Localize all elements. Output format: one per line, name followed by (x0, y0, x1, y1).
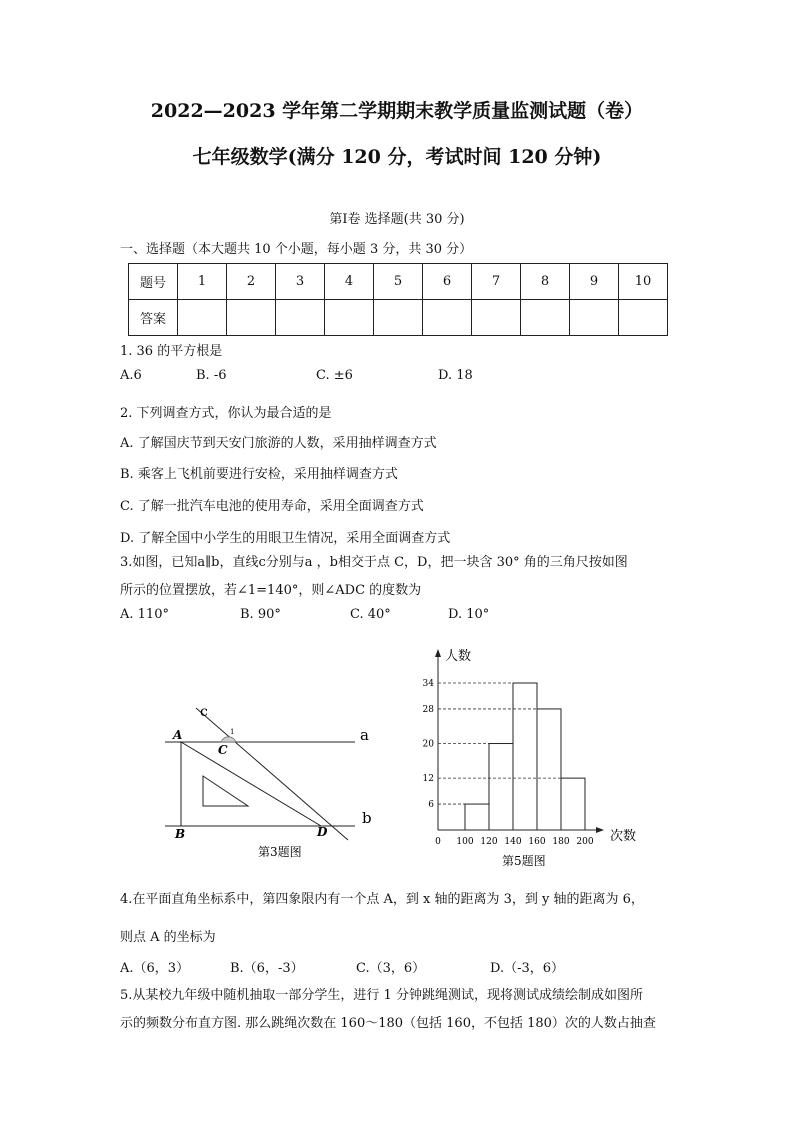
y-tick-label: 6 (428, 800, 434, 811)
answer-cell[interactable] (227, 300, 276, 336)
q2-option-d: D. 了解全国中小学生的用眼卫生情况，采用全面调查方式 (120, 531, 451, 546)
histogram-bar (561, 778, 585, 830)
x-axis-label: 次数 (610, 829, 637, 844)
histogram-bar (465, 804, 489, 830)
figure3-diagram (150, 690, 390, 870)
q5-stem-line1: 5.从某校九年级中随机抽取一部分学生，进行 1 分钟跳绳测试，现将测试成绩绘制成如图所 (120, 988, 643, 1003)
answer-table-row1-label: 题号 (129, 264, 178, 300)
q3-stem-line2: 所示的位置摆放，若∠1=140°，则∠ADC 的度数为 (120, 583, 422, 598)
label-A: A (173, 728, 183, 742)
answer-cell[interactable] (423, 300, 472, 336)
y-tick-label: 34 (422, 679, 434, 689)
answer-table-number: 4 (325, 264, 374, 300)
label-angle-1: 1 (230, 728, 235, 736)
label-a: a (360, 726, 369, 744)
part1-heading: 一、选择题（本大题共 10 个小题，每小题 3 分，共 30 分） (120, 242, 473, 257)
x-tick-label: 140 (504, 837, 522, 847)
q1-option-c: C. ±6 (316, 368, 353, 383)
x-tick-label: 160 (528, 837, 546, 847)
answer-table-number: 7 (472, 264, 521, 300)
angle-1-mark (221, 737, 236, 742)
q3-stem-line1: 3.如图，已知a∥b，直线c分别与a ，b相交于点 C，D，把一块含 30° 角的三角尺按如图 (120, 555, 628, 570)
section-title: 第Ⅰ卷 选择题(共 30 分) (329, 212, 465, 227)
line-c (196, 708, 348, 840)
q2-option-a: A. 了解国庆节到天安门旅游的人数，采用抽样调查方式 (120, 436, 437, 451)
q3-option-a: A. 110° (120, 607, 169, 622)
answer-table (128, 263, 668, 336)
q1-option-d: D. 18 (438, 368, 473, 383)
q1-option-b: B. -6 (196, 368, 227, 383)
histogram-bar (513, 683, 537, 830)
q1-stem: 1. 36 的平方根是 (120, 344, 223, 359)
label-C: C (218, 743, 228, 757)
histogram-bar (537, 709, 561, 830)
q4-option-b: B.（6，-3） (230, 961, 304, 976)
x-tick-label: 200 (576, 837, 594, 847)
label-B: B (175, 827, 186, 841)
q4-option-d: D.（-3，6） (490, 961, 565, 976)
exam-subtitle: 七年级数学(满分 120 分，考试时间 120 分钟) (192, 146, 602, 168)
answer-table-number: 10 (619, 264, 668, 300)
q2-option-c: C. 了解一批汽车电池的使用寿命，采用全面调查方式 (120, 499, 424, 514)
x-tick-label: 100 (456, 837, 474, 847)
answer-cell[interactable] (472, 300, 521, 336)
inner-triangle (203, 776, 248, 806)
figure5-caption: 第5题图 (502, 854, 546, 868)
figure3-caption: 第3题图 (258, 845, 302, 859)
q4-stem-line1: 4.在平面直角坐标系中，第四象限内有一个点 A，到 x 轴的距离为 3，到 y 轴的距离为 6， (120, 892, 644, 907)
x-axis-arrow (596, 827, 604, 833)
answer-cell[interactable] (570, 300, 619, 336)
answer-table-number: 5 (374, 264, 423, 300)
answer-cell[interactable] (178, 300, 227, 336)
q2-option-b: B. 乘客上飞机前要进行安检，采用抽样调查方式 (120, 467, 398, 482)
answer-table-number: 8 (521, 264, 570, 300)
y-axis-arrow (435, 649, 441, 657)
exam-title: 2022—2023 学年第二学期期末教学质量监测试题（卷） (150, 100, 644, 122)
answer-table-number: 2 (227, 264, 276, 300)
y-tick-label: 20 (422, 739, 434, 750)
figure5-histogram (410, 645, 650, 877)
y-tick-label: 28 (422, 704, 434, 715)
q2-stem: 2. 下列调查方式，你认为最合适的是 (120, 406, 332, 421)
answer-table-number-row (129, 264, 668, 300)
triangle-ruler (181, 742, 321, 826)
label-c: c (200, 704, 208, 720)
q5-stem-line2: 示的频数分布直方图. 那么跳绳次数在 160～180（包括 160，不包括 180）次的人数占抽查 (120, 1016, 656, 1031)
label-D: D (317, 825, 328, 839)
answer-cell[interactable] (325, 300, 374, 336)
answer-cell[interactable] (276, 300, 325, 336)
q4-stem-line2: 则点 A 的坐标为 (120, 930, 216, 945)
answer-table-row2-label: 答案 (129, 300, 178, 336)
answer-cell[interactable] (619, 300, 668, 336)
answer-table-number: 6 (423, 264, 472, 300)
answer-table-number: 9 (570, 264, 619, 300)
q1-option-a: A.6 (120, 368, 142, 383)
x-tick-label: 180 (552, 837, 570, 847)
answer-table-answer-row (129, 300, 668, 336)
y-tick-label: 12 (422, 774, 434, 785)
q4-option-a: A.（6，3） (120, 961, 190, 976)
y-axis-label: 人数 (445, 649, 472, 664)
histogram-bar (489, 744, 513, 830)
answer-table-number: 1 (178, 264, 227, 300)
x-tick-label: 0 (435, 837, 441, 847)
q3-option-c: C. 40° (350, 607, 391, 622)
label-b: b (362, 809, 372, 827)
q3-option-d: D. 10° (448, 607, 490, 622)
answer-table-number: 3 (276, 264, 325, 300)
q3-option-b: B. 90° (240, 607, 281, 622)
answer-cell[interactable] (374, 300, 423, 336)
x-tick-label: 120 (480, 837, 498, 847)
q4-option-c: C.（3，6） (356, 961, 426, 976)
answer-cell[interactable] (521, 300, 570, 336)
